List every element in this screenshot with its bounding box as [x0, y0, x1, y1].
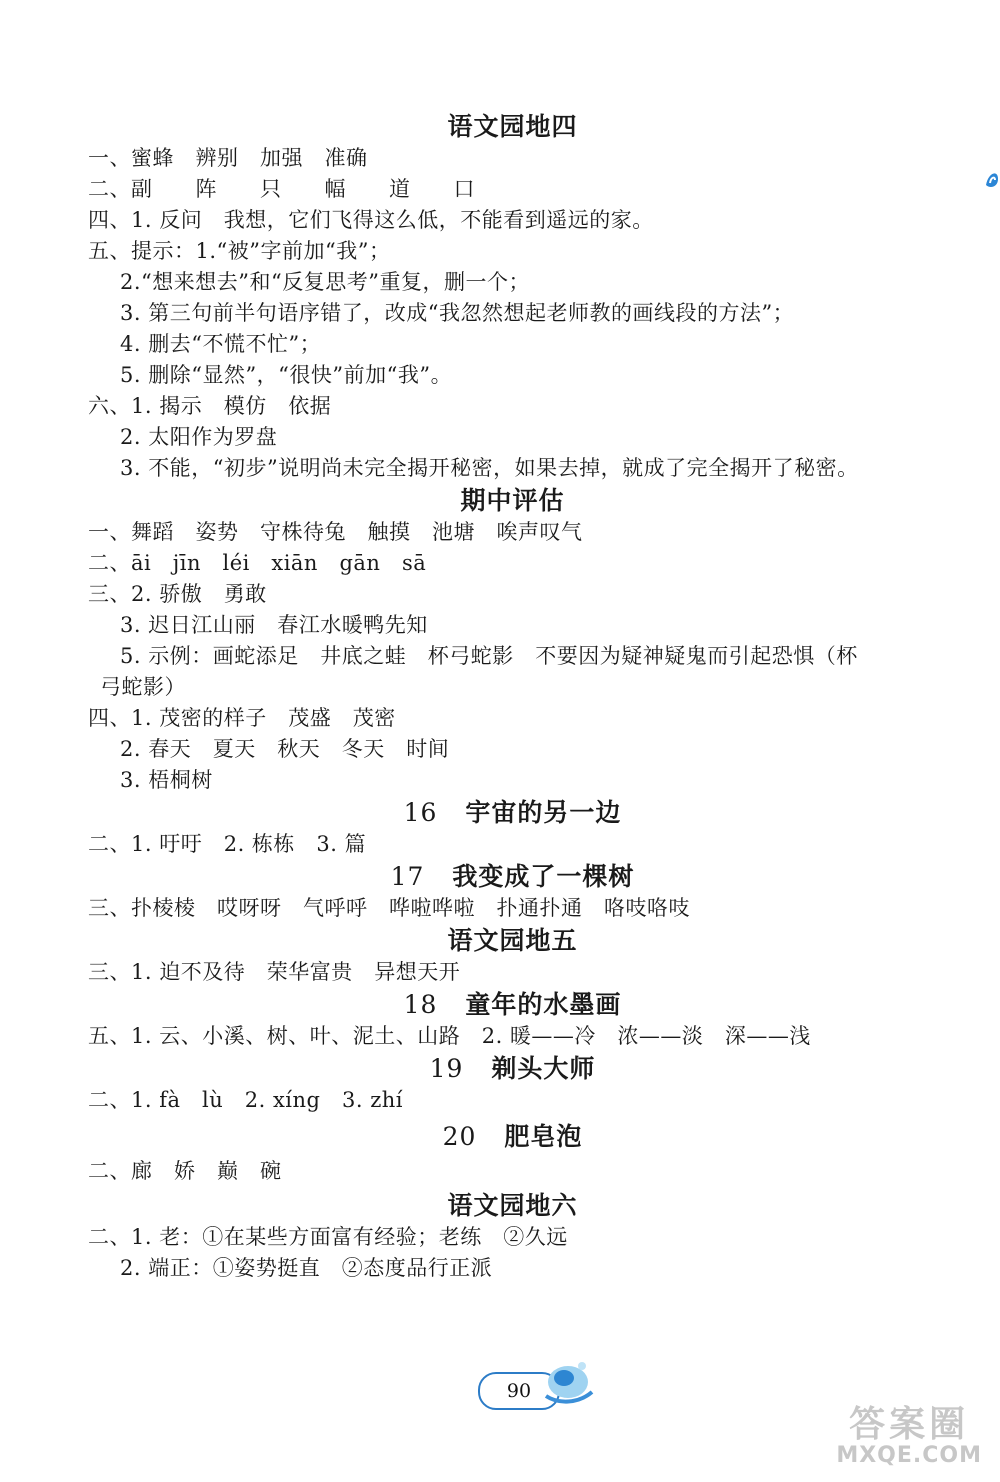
lesson-title: 剃头大师 [491, 1054, 596, 1083]
answer-line: 三、1. 迫不及待 荣华富贵 异想天开 [88, 960, 461, 984]
section-title-20 [0, 1120, 1000, 1153]
answer-line: 5. 示例：画蛇添足 井底之蛙 杯弓蛇影 不要因为疑神疑鬼而引起恐惧（杯 [120, 644, 858, 668]
watermark-logo: 答案圈 MXQE.COM [836, 1404, 982, 1468]
answer-line: 一、蜜蜂 辨别 加强 准确 [88, 146, 368, 170]
answer-line: 三、2. 骄傲 勇敢 [88, 582, 267, 606]
section-title-17 [0, 860, 1000, 893]
lesson-number: 19 [429, 1054, 464, 1083]
answer-line: 六、1. 揭示 模仿 依据 [88, 394, 332, 418]
answer-line: 三、扑棱棱 哎呀呀 气呼呼 哗啦哗啦 扑通扑通 咯吱咯吱 [88, 896, 690, 920]
lesson-number: 17 [390, 862, 425, 891]
lesson-title: 我变成了一棵树 [452, 862, 635, 891]
answer-line: 四、1. 茂密的样子 茂盛 茂密 [88, 706, 396, 730]
answer-line: 3. 不能，“初步”说明尚未完全揭开秘密，如果去掉，就成了完全揭开了秘密。 [120, 456, 859, 480]
section-title-midterm: 期中评估 [460, 486, 565, 515]
answer-line: 二、廊 娇 巅 碗 [88, 1159, 282, 1183]
answer-line: 2. 太阳作为罗盘 [120, 425, 278, 449]
lesson-number: 20 [442, 1122, 477, 1151]
answer-line: 五、1. 云、小溪、树、叶、泥土、山路 2. 暖——冷 浓——淡 深——浅 [88, 1024, 811, 1048]
answer-line: 二、1. fà lù 2. xíng 3. zhí [88, 1088, 404, 1112]
answer-page [0, 110, 1000, 1284]
page-number: 90 [478, 1372, 560, 1410]
lesson-number: 16 [403, 798, 438, 827]
answer-line: 一、舞蹈 姿势 守株待兔 触摸 池塘 唉声叹气 [88, 520, 583, 544]
answer-line: 2. 端正：①姿势挺直 ②态度品行正派 [120, 1256, 493, 1280]
answer-line: 二、副 阵 只 幅 道 口 [88, 177, 475, 201]
section-title-16 [0, 796, 1000, 829]
answer-line: 4. 删去“不慌不忙”； [120, 332, 322, 356]
answer-line: 3. 第三句前半句语序错了，改成“我忽然想起老师教的画线段的方法”； [120, 301, 795, 325]
section-title-yuwen-yuandi-6: 语文园地六 [447, 1191, 578, 1220]
answer-line: 二、1. 吁吁 2. 栋栋 3. 篇 [88, 832, 367, 856]
answer-line: 二、āi jīn léi xiān gān sā [88, 551, 427, 575]
answer-line: 五、提示：1.“被”字前加“我”； [88, 239, 391, 263]
answer-line: 2.“想来想去”和“反复思考”重复，删一个； [120, 270, 530, 294]
section-title-yuwen-yuandi-5: 语文园地五 [447, 926, 578, 955]
section-title-18 [0, 988, 1000, 1021]
blue-decoration-icon [984, 165, 1000, 191]
answer-line: 3. 梧桐树 [120, 768, 213, 792]
answer-line: 二、1. 老：①在某些方面富有经验；老练 ②久远 [88, 1225, 568, 1249]
lesson-title: 宇宙的另一边 [465, 798, 622, 827]
lesson-title: 童年的水墨画 [465, 990, 622, 1019]
answer-line: 弓蛇影） [100, 675, 186, 699]
answer-line: 5. 删除“显然”，“很快”前加“我”。 [120, 363, 453, 387]
lesson-title: 肥皂泡 [504, 1122, 583, 1151]
bubble-decoration-icon [538, 1352, 598, 1410]
section-title-yuwen-yuandi-4: 语文园地四 [447, 112, 578, 141]
lesson-number: 18 [403, 990, 438, 1019]
answer-line: 3. 迟日江山丽 春江水暖鸭先知 [120, 613, 428, 637]
section-title-19 [0, 1052, 1000, 1085]
answer-line: 四、1. 反问 我想，它们飞得这么低，不能看到遥远的家。 [88, 208, 654, 232]
answer-line: 2. 春天 夏天 秋天 冬天 时间 [120, 737, 450, 761]
